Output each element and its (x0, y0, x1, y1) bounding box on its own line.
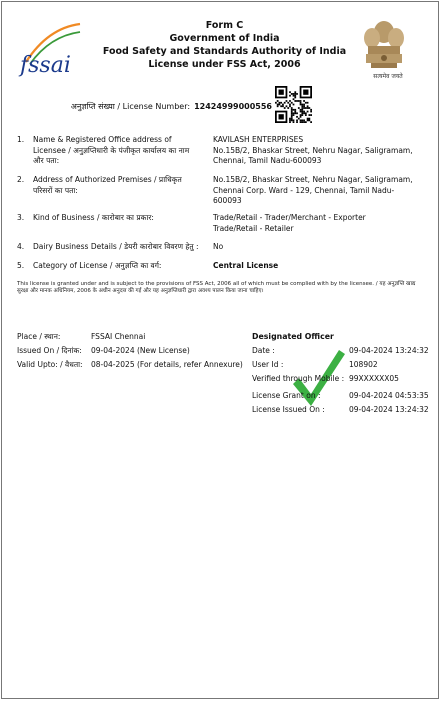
officer-mobile-label: Verified through Mobile : (252, 374, 345, 383)
officer-grant-label: License Grant on : (252, 391, 321, 400)
item-value: Trade/Retail - Trader/Merchant - Exporter Trade/Retail - Retailer (213, 213, 366, 233)
valid-upto-value: 08-04-2025 (For details, refer Annexure) (91, 360, 243, 369)
government-title: Government of India (169, 33, 280, 44)
designated-officer-title: Designated Officer (252, 332, 334, 341)
form-title: Form C (205, 20, 244, 31)
act-title: License under FSS Act, 2006 (148, 59, 301, 70)
item-label: Address of Authorized Premises / प्राधिकृत परिसरों का पता: (33, 175, 182, 195)
item-number: 2. (17, 175, 25, 184)
emblem-motto: सत्यमेव जयते (373, 73, 403, 80)
officer-userid-value: 108902 (349, 360, 378, 369)
item-number: 5. (17, 261, 25, 270)
officer-issued-value: 09-04-2024 13:24:32 (349, 405, 429, 414)
authority-title: Food Safety and Standards Authority of India (102, 46, 347, 57)
item-label: Dairy Business Details / डेयरी कारोबार विवरण हेतु : (33, 242, 199, 251)
officer-grant-value: 09-04-2024 04:53:35 (349, 391, 429, 400)
license-number-row (62, 101, 272, 112)
item-label: Name & Registered Office address of Licensee / अनुज्ञप्तिधारी के पंजीकृत कार्यालय का नाम और पता: (33, 135, 190, 165)
officer-date-label: Date : (252, 346, 275, 355)
place-value: FSSAI Chennai (91, 332, 146, 341)
officer-mobile-value: 99XXXXXX05 (349, 374, 399, 383)
officer-issued-label: License Issued On : (252, 405, 325, 414)
item-value: KAVILASH ENTERPRISES No.15B/2, Bhaskar Street, Nehru Nagar, Saligramam, Chennai, Tamil Nadu-600093 (213, 135, 413, 165)
license-note: This license is granted under and is subject to the provisions of FSS Act, 2006 all of which must be complied with by the licensee. / यह अनुज्ञप्ति खाद्य सुरक्षा और मानक अधिनियम, 2006 के अधीन अनुदत्त की गई और यह अनुज्ञप्तिधारी द्वारा अवश्य पालन किया जाना चाहिए। (17, 281, 416, 295)
item-label: Category of License / अनुज्ञप्ति का वर्ग: (33, 261, 162, 270)
item-number: 4. (17, 242, 25, 251)
license-number-label: अनुज्ञप्ति संख्या / License Number: (70, 102, 191, 111)
item-value: No (213, 242, 224, 251)
officer-userid-label: User Id : (252, 360, 284, 369)
qr-code-icon (275, 86, 312, 123)
item-label: Kind of Business / कारोबार का प्रकार: (33, 213, 154, 222)
officer-date-value: 09-04-2024 13:24:32 (349, 346, 429, 355)
issued-on-label: Issued On / दिनांक: (17, 346, 82, 355)
item-value: Central License (213, 261, 279, 270)
item-number: 3. (17, 213, 25, 222)
item-number: 1. (17, 135, 25, 144)
issued-on-value: 09-04-2024 (New License) (91, 346, 190, 355)
title-block (102, 19, 347, 71)
place-label: Place / स्थान: (17, 332, 61, 341)
fssai-logo (18, 20, 84, 82)
item-value: No.15B/2, Bhaskar Street, Nehru Nagar, Saligramam, Chennai Corp. Ward - 129, Chennai, Tamil Nadu-600093 (213, 175, 413, 205)
license-document (1, 1, 439, 699)
svg-text:fssai: fssai (20, 53, 71, 78)
license-number: 12424999000556 (194, 102, 272, 111)
valid-upto-label: Valid Upto: / वैधता: (17, 360, 83, 369)
